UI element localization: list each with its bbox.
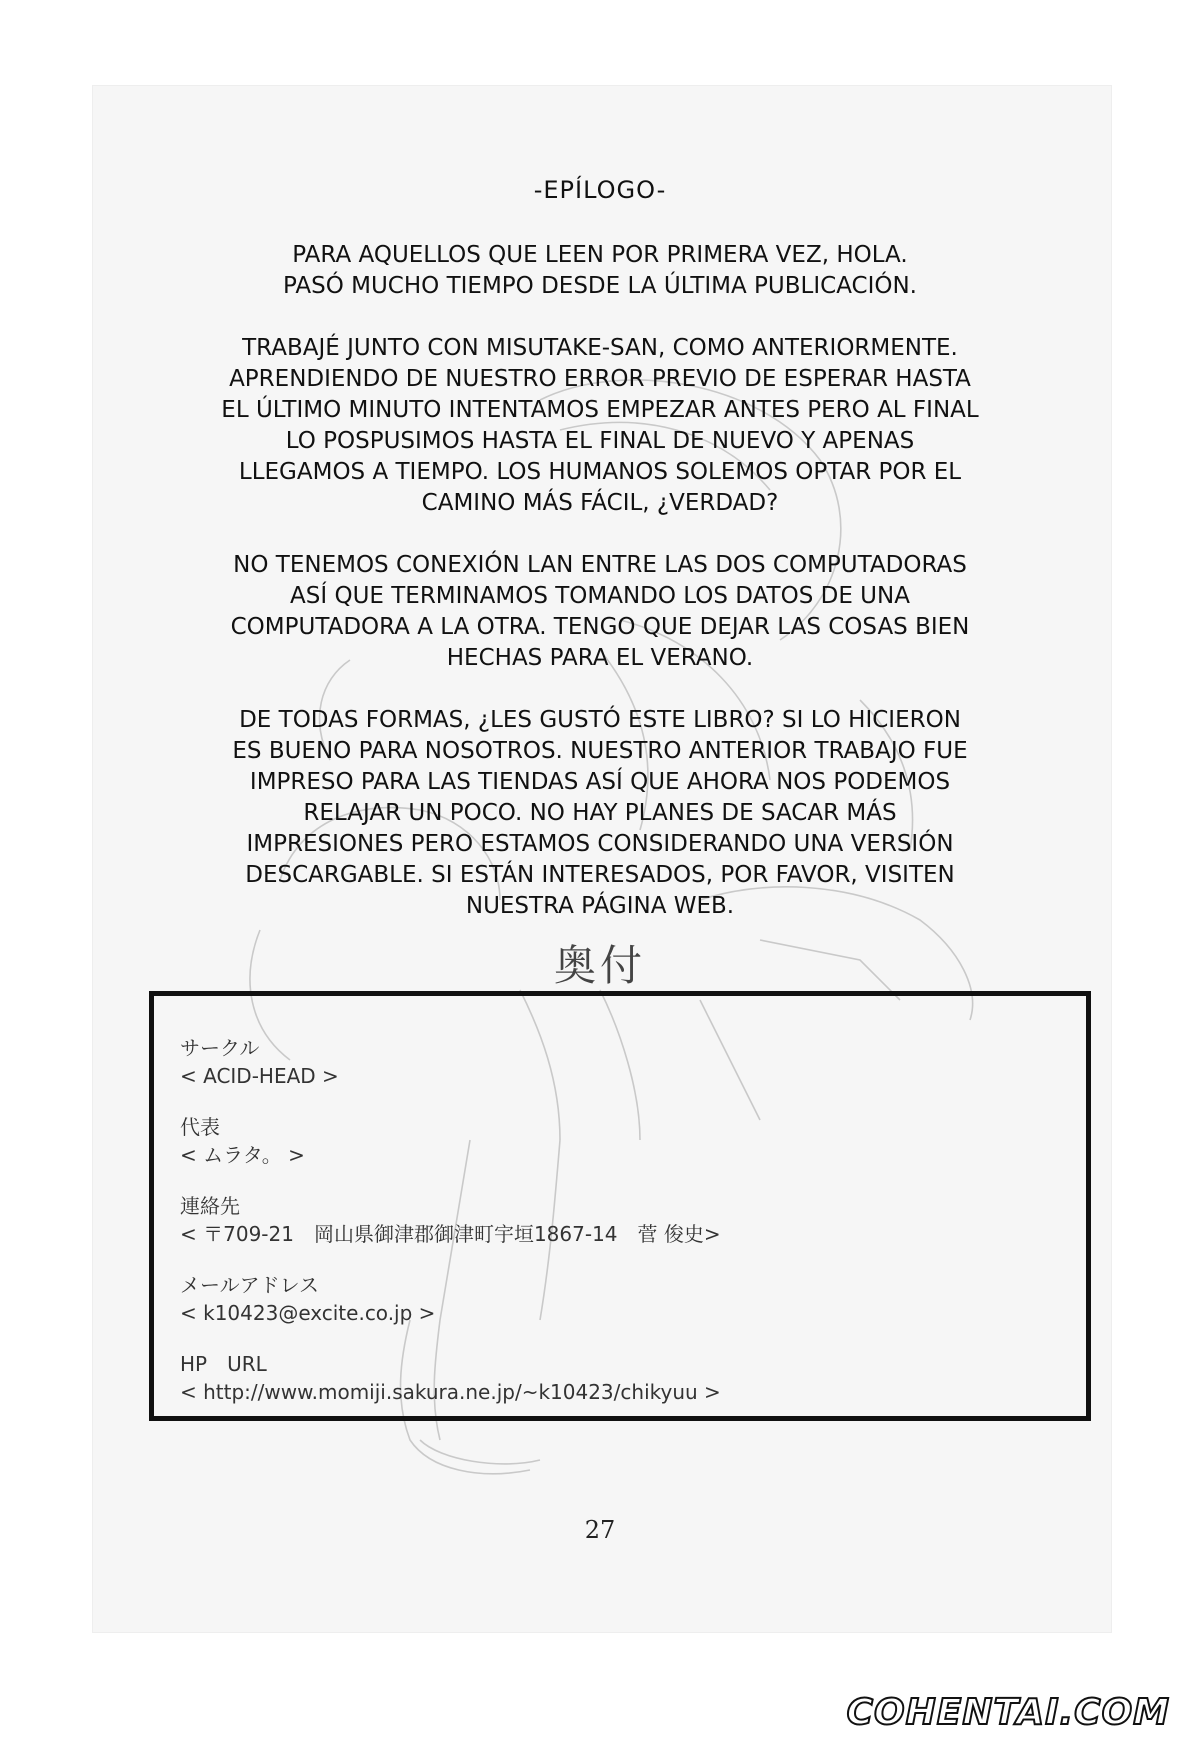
epilogue-text (150, 240, 1050, 953)
colophon-label: メールアドレス (180, 1273, 319, 1297)
colophon-item-contact (180, 1192, 721, 1248)
epilogue-paragraph-4: DE TODAS FORMAS, ¿LES GUSTÓ ESTE LIBRO? SI LO HICIERON ES BUENO PARA NOSOTROS. NUESTRO ANTERIOR TRABAJO FUE IMPRESO PARA LAS TIENDAS ASÍ QUE AHORA NOS PODEMOS RELAJAR UN POCO. NO HAY PLANES DE SACAR MÁS IMPRESIONES PERO ESTAMOS CONSIDERANDO UNA VERSIÓN DESCARGABLE. SI ESTÁN INTERESADOS, POR FAVOR, VISITEN NUESTRA PÁGINA WEB. (232, 707, 968, 919)
colophon-item-circle (180, 1034, 721, 1090)
colophon-box (149, 991, 1091, 1421)
colophon-value: < k10423@excite.co.jp > (180, 1301, 436, 1325)
epilogue-title: -EPÍLOGO- (533, 176, 667, 204)
colophon-item-representative (180, 1113, 721, 1169)
colophon-value: < ムラタ。 > (180, 1143, 305, 1167)
colophon-title: 奥付 (553, 941, 646, 990)
colophon-label: 連絡先 (180, 1194, 240, 1218)
colophon-label: サークル (180, 1036, 260, 1060)
colophon-item-email (180, 1271, 721, 1327)
colophon-value: < 〒709-21 岡山県御津郡御津町宇垣1867-14 菅 俊史> (180, 1222, 721, 1246)
colophon-value: < http://www.momiji.sakura.ne.jp/~k10423/chikyuu > (180, 1380, 721, 1404)
epilogue-paragraph-1: PARA AQUELLOS QUE LEEN POR PRIMERA VEZ, HOLA. PASÓ MUCHO TIEMPO DESDE LA ÚLTIMA PUBLICACIÓN. (282, 242, 917, 299)
colophon-label: 代表 (180, 1115, 220, 1139)
colophon-list (180, 1034, 721, 1429)
site-watermark: COHENTAI.COM (846, 1692, 1170, 1733)
colophon-value: < ACID-HEAD > (180, 1064, 339, 1088)
epilogue-paragraph-2: TRABAJÉ JUNTO CON MISUTAKE-SAN, COMO ANTERIORMENTE. APRENDIENDO DE NUESTRO ERROR PREVIO DE ESPERAR HASTA EL ÚLTIMO MINUTO INTENTAMOS EMPEZAR ANTES PERO AL FINAL LO POSPUSIMOS HASTA EL FINAL DE NUEVO Y APENAS LLEGAMOS A TIEMPO. LOS HUMANOS SOLEMOS OPTAR POR EL CAMINO MÁS FÁCIL, ¿VERDAD? (221, 335, 979, 516)
colophon-item-homepage (180, 1350, 721, 1406)
colophon-label: HP URL (180, 1352, 267, 1376)
epilogue-paragraph-3: NO TENEMOS CONEXIÓN LAN ENTRE LAS DOS COMPUTADORAS ASÍ QUE TERMINAMOS TOMANDO LOS DATOS DE UNA COMPUTADORA A LA OTRA. TENGO QUE DEJAR LAS COSAS BIEN HECHAS PARA EL VERANO. (230, 552, 970, 671)
page-number: 27 (584, 1516, 616, 1544)
